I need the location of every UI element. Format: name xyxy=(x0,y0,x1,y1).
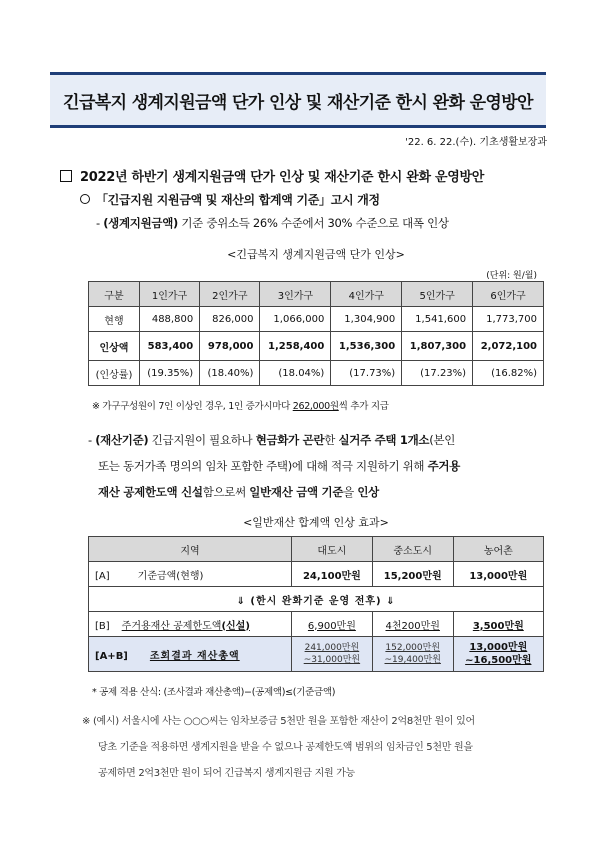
table-cell: 1,258,400 xyxy=(260,332,331,361)
household-note xyxy=(92,398,389,412)
cell-value: 241,000만원 xyxy=(304,643,360,653)
item2-bold: 재산 공제한도액 신설 xyxy=(98,485,203,499)
table-cell xyxy=(89,637,292,672)
table-header-row xyxy=(89,282,544,307)
table-cell: 2,072,100 xyxy=(473,332,544,361)
table-row xyxy=(89,612,544,637)
item2-text: 긴급지원이 필요하나 xyxy=(148,433,256,447)
table-cell: (17.23%) xyxy=(402,361,473,386)
table-cell: 1,536,300 xyxy=(331,332,402,361)
table-cell: 1,066,000 xyxy=(260,307,331,332)
item2-text: 을 xyxy=(343,485,358,499)
date-department: '22. 6. 22.(수). 기초생활보장과 xyxy=(405,137,547,148)
table-cell xyxy=(292,637,373,672)
cell-value: 6,900만원 xyxy=(307,620,356,632)
table-cell: 현행 xyxy=(89,307,140,332)
item2-text: 함으로써 xyxy=(202,485,250,499)
table-cell xyxy=(292,612,373,637)
row-label: 주거용재산 공제한도액 xyxy=(121,620,222,632)
table-cell: (19.35%) xyxy=(139,361,199,386)
item1-text: 기준 중위소득 26% 수준에서 30% 수준으로 대폭 인상 xyxy=(177,216,449,230)
section-heading-1 xyxy=(60,166,484,185)
item2-label: (재산기준) xyxy=(95,433,149,447)
table-row xyxy=(89,562,544,587)
row-tag: [A+B] xyxy=(95,650,128,662)
table2-caption: <일반재산 합계액 인상 효과> xyxy=(243,516,389,529)
cell-value: ~16,500만원 xyxy=(465,655,532,666)
row-tag: [B] xyxy=(95,620,110,632)
table-cell: 583,400 xyxy=(139,332,199,361)
table-cell: 1,541,600 xyxy=(402,307,473,332)
item2-bold: 현금화가 곤란 xyxy=(255,433,325,447)
section-heading-1-text: 2022년 하반기 생계지원금액 단가 인상 및 재산기준 한시 완화 운영방안 xyxy=(80,170,484,185)
cell-value: ~19,400만원 xyxy=(384,655,441,665)
table-cell: 1,304,900 xyxy=(331,307,402,332)
item2-text: (본인 xyxy=(429,433,456,447)
table-separator: ⇓ (한시 완화기준 운영 전후) ⇓ xyxy=(89,587,544,612)
table-cell: 1,773,700 xyxy=(473,307,544,332)
example-note-line3: 공제하면 2억3천만 원이 되어 긴급복지 생계지원금 지원 가능 xyxy=(98,768,355,779)
table-header-row xyxy=(89,537,544,562)
table1-caption: <긴급복지 생계지원금액 단가 인상> xyxy=(227,248,405,261)
table-cell: (17.73%) xyxy=(331,361,402,386)
document-title: 긴급복지 생계지원금액 단가 인상 및 재산기준 한시 완화 운영방안 xyxy=(63,92,533,113)
asset-effect-table xyxy=(88,536,544,672)
circle-bullet-icon xyxy=(80,194,90,204)
table-cell: 826,000 xyxy=(200,307,260,332)
table-header-cell: 2인가구 xyxy=(200,282,260,307)
table-header-cell: 6인가구 xyxy=(473,282,544,307)
section-heading-2-text: 「긴급지원 지원금액 및 재산의 합계액 기준」고시 개정 xyxy=(96,193,380,207)
table-cell: 1,807,300 xyxy=(402,332,473,361)
item2-bold: 실거주 주택 1개소 xyxy=(338,433,430,447)
table-header-cell: 4인가구 xyxy=(331,282,402,307)
table-cell: (18.40%) xyxy=(200,361,260,386)
item2-bold: 일반재산 금액 기준 xyxy=(249,485,344,499)
example-note-line1: ※ (예시) 서울시에 사는 ○○○씨는 임차보증금 5천만 원을 포함한 재산이 2억8천만 원이 있어 xyxy=(82,716,475,727)
table-cell: 15,200만원 xyxy=(372,562,453,587)
table1-unit: (단위: 원/월) xyxy=(486,271,537,281)
item2-bold: 인상 xyxy=(357,485,379,499)
note1-text-a: ※ 가구구성원이 7인 이상인 경우, 1인 증가시마다 xyxy=(92,401,293,412)
table-cell: (인상률) xyxy=(89,361,140,386)
document-title-box xyxy=(50,72,546,128)
row-label-new: (신설) xyxy=(221,620,250,632)
dash: - xyxy=(88,433,92,447)
cell-value: 3,500만원 xyxy=(472,620,524,632)
table-cell: 13,000만원 xyxy=(453,562,543,587)
item2-text: 또는 동거가족 명의의 임차 포함한 주택)에 대해 적극 지원하기 위해 xyxy=(98,459,428,473)
table-cell xyxy=(89,562,292,587)
table-header-cell: 구분 xyxy=(89,282,140,307)
table-cell: 488,800 xyxy=(139,307,199,332)
table-cell xyxy=(372,612,453,637)
item2-bold: 주거용 xyxy=(427,459,461,473)
table-cell: 인상액 xyxy=(89,332,140,361)
table-cell xyxy=(372,637,453,672)
square-bullet-icon xyxy=(60,170,72,182)
item-asset-line1 xyxy=(88,432,455,448)
cell-value: 4천200만원 xyxy=(385,620,440,632)
table-header-cell: 1인가구 xyxy=(139,282,199,307)
table-header-cell: 중소도시 xyxy=(372,537,453,562)
table-cell xyxy=(89,612,292,637)
table-cell: 24,100만원 xyxy=(292,562,373,587)
row-label: 조회결과 재산총액 xyxy=(149,650,240,662)
section-heading-2 xyxy=(80,191,380,208)
item-asset-line2 xyxy=(98,458,460,474)
table-header-cell: 지역 xyxy=(89,537,292,562)
item2-text: 한 xyxy=(324,433,339,447)
item1-label: (생계지원금액) xyxy=(103,216,178,230)
cell-value: ~31,000만원 xyxy=(303,655,361,665)
table-cell xyxy=(453,612,543,637)
formula-note: * 공제 적용 산식: (조사결과 재산총액)−(공제액)≤(기준금액) xyxy=(92,687,336,698)
cell-value: 152,000만원 xyxy=(385,643,441,653)
table-header-cell: 농어촌 xyxy=(453,537,543,562)
item-asset-line3 xyxy=(98,484,379,500)
note1-amount: 262,000원 xyxy=(292,401,339,412)
row-tag: [A] xyxy=(95,570,110,582)
table-cell: (18.04%) xyxy=(260,361,331,386)
table-row xyxy=(89,587,544,612)
table-row xyxy=(89,332,544,361)
table-header-cell: 5인가구 xyxy=(402,282,473,307)
table-row xyxy=(89,307,544,332)
row-label: 기준금액(현행) xyxy=(137,570,204,582)
table-cell xyxy=(453,637,543,672)
table-header-cell: 대도시 xyxy=(292,537,373,562)
cell-value: 13,000만원 xyxy=(469,642,528,653)
table-header-cell: 3인가구 xyxy=(260,282,331,307)
table-cell: (16.82%) xyxy=(473,361,544,386)
table-row xyxy=(89,361,544,386)
example-note-line2: 당초 기준을 적용하면 생계지원을 받을 수 없으나 공제한도액 범위의 임차금인 5천만 원을 xyxy=(98,742,473,753)
table-row xyxy=(89,637,544,672)
note1-text-c: 씩 추가 지급 xyxy=(338,401,389,412)
support-amount-table xyxy=(88,281,544,386)
item-living-support: - (생계지원금액) 기준 중위소득 26% 수준에서 30% 수준으로 대폭 인상 xyxy=(96,216,449,230)
table-cell: 978,000 xyxy=(200,332,260,361)
